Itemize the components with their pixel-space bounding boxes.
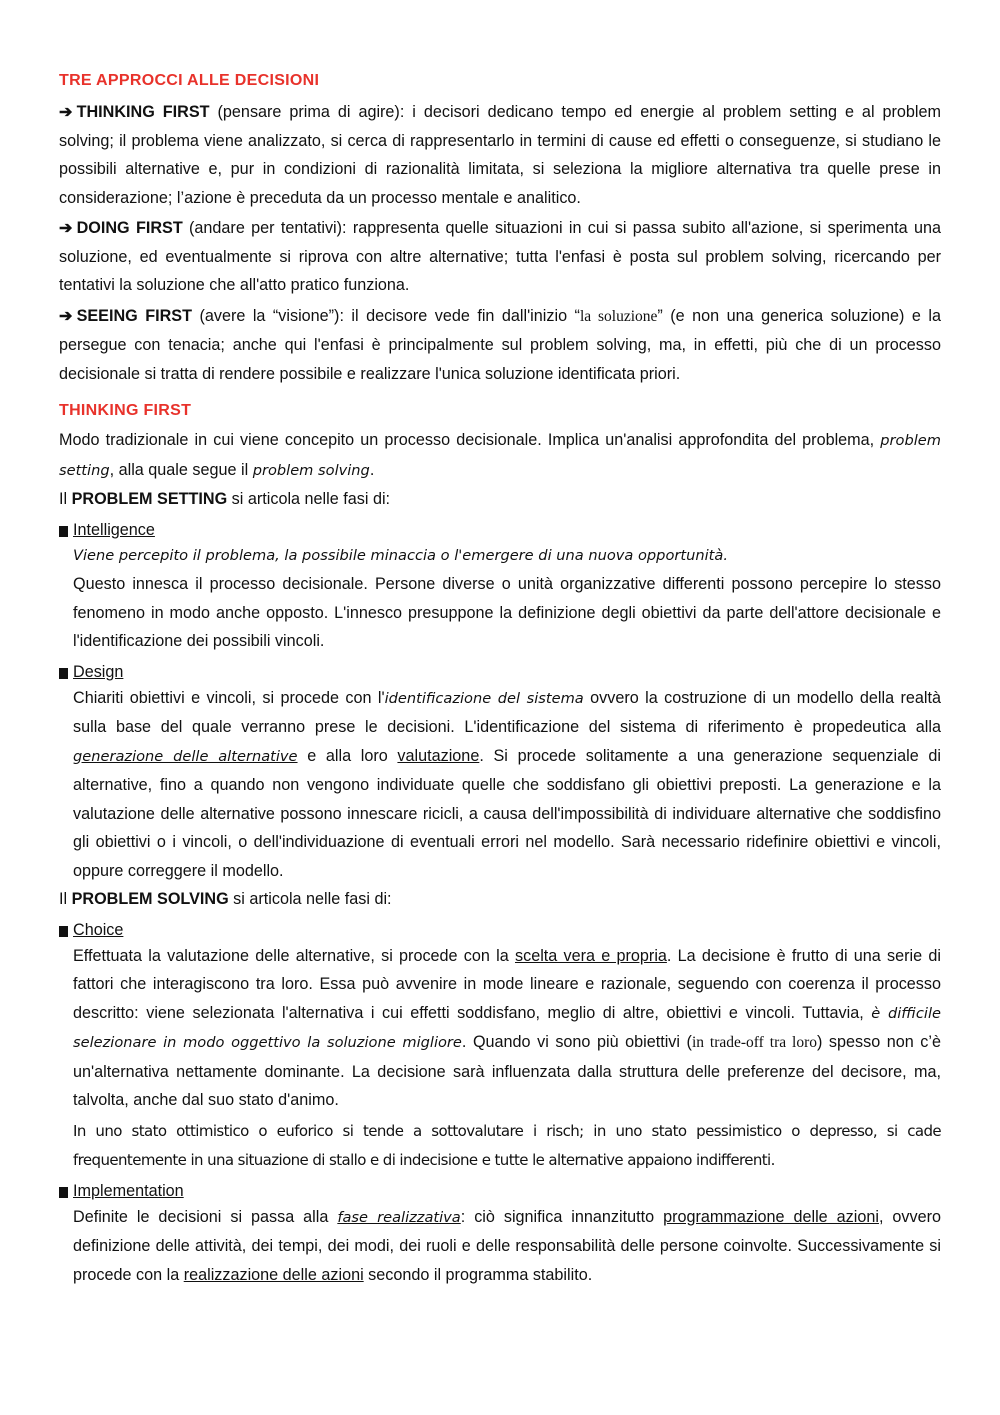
document-page <box>59 70 941 1289</box>
arrow-icon: ➔ <box>59 219 73 237</box>
section-title-thinking-first: THINKING FIRST <box>59 402 192 419</box>
paragraph-seeing-first: ➔ SEEING FIRST (avere la “visione”): il decisore vede fin dall'inizio “la soluzione” (e non una generica soluzione) e la persegue con tenacia; anche qui l'enfasi è principalmente sul problem solving, ma, in effetti, più che di un processo decisionale si tratta di rendere possibile e realizzare l'unica soluzione identificata priori. <box>59 306 941 383</box>
phase-implementation-body <box>59 1203 941 1290</box>
phase-name-design: Design <box>73 662 124 681</box>
arrow-icon: ➔ <box>59 103 73 121</box>
paragraph-thinking-first: ➔ THINKING FIRST (pensare prima di agire): i decisori dedicano tempo ed energie al problem setting e al problem solving; il problema viene analizzato, si cerca di rappresentarlo in termini di cause ed effetti o conseguenze, si studiano le possibili alternative e, pur in condizioni di razionalità limitata, si seleziona la migliore alternativa tra quelle prese in considerazione; l’azione è preceduta da un processo mentale e analitico. <box>59 103 941 207</box>
choice-mood-note: In uno stato ottimistico o euforico si tende a sottovalutare i risch; in uno stato pessimistico o depresso, si cade frequentemente in una situazione di stallo e di indecisione e tutte le alternative appaiono indifferenti. <box>73 1121 941 1169</box>
choice-text: Effettuata la valutazione delle alternative, si procede con la scelta vera e propria. La decisione è frutto di una serie di fattori che interagiscono tra loro. Essa può avvenire in mode lineare e razionale, seguendo con coerenza il processo descritto: viene selezionata l'alternativa i cui effetti soddisfano, meglio di altre, obiettivi e vincoli. Tuttavia, è difficile selezionare in modo oggettivo la soluzione migliore. Quando vi sono più obiettivi (in trade-off tra loro) spesso non c’è un'alternativa nettamente dominante. La decisione sarà influenzata dalla struttura delle preferenze del decisore, ma, talvolta, anche dal suo stato d'animo. <box>73 946 941 1109</box>
problem-solving-heading: Il PROBLEM SOLVING si articola nelle fasi di: <box>59 890 392 908</box>
intelligence-italic-note: Viene percepito il problema, la possibile minaccia o l'emergere di una nuova opportunità. <box>73 546 728 564</box>
design-text: Chiariti obiettivi e vincoli, si procede con l'identificazione del sistema ovvero la costruzione di un modello della realtà sulla base del quale verranno prese le decisioni. L'identificazione del sistema di riferimento è propedeutica alla generazione delle alternative e alla loro valutazione. Si procede solitamente a una generazione sequenziale di alternative, fino a quando non vengono individuate quelle che soddisfano gli obiettivi preposti. La generazione e la valutazione delle alternative possono innescare ricicli, a causa dell'impossibilità di individuare alternative che soddisfino gli obiettivi o i vincoli, o dell'individuazione di eventuali errori nel modello. Sarà necessario ridefinire obiettivi e vincoli, oppure correggere il modello. <box>73 688 941 880</box>
phase-intelligence-body <box>59 542 941 656</box>
section-title-approaches: TRE APPROCCI ALLE DECISIONI <box>59 72 320 89</box>
term-doing-first: DOING FIRST <box>76 219 183 237</box>
phase-implementation <box>59 1179 941 1203</box>
phase-intelligence <box>59 518 941 542</box>
term-thinking-first: THINKING FIRST <box>76 103 210 121</box>
term-seeing-first: SEEING FIRST <box>76 306 192 325</box>
square-bullet-icon <box>59 668 68 679</box>
square-bullet-icon <box>59 1187 68 1198</box>
phase-name-implementation: Implementation <box>73 1181 184 1200</box>
intelligence-text: Questo innesca il processo decisionale. Persone diverse o unità organizzative differenti possono percepire lo stesso fenomeno in modo anche opposto. L'innesco presuppone la definizione degli obiettivi da parte dell'attore decisionale e l'identificazione dei possibili vincoli. <box>73 575 941 650</box>
phase-choice <box>59 918 941 942</box>
implementation-text: Definite le decisioni si passa alla fase realizzativa: ciò significa innanzitutto programmazione delle azioni, ovvero definizione delle attività, dei tempi, dei modi, dei ruoli e delle responsabilità delle persone coinvolte. Successivamente si procede con la realizzazione delle azioni secondo il programma stabilito. <box>73 1207 941 1284</box>
square-bullet-icon <box>59 926 68 937</box>
paragraph-intro: Modo tradizionale in cui viene concepito un processo decisionale. Implica un'analisi approfondita del problema, problem setting, alla quale segue il problem solving. <box>59 431 941 479</box>
square-bullet-icon <box>59 526 68 537</box>
paragraph-doing-first: ➔ DOING FIRST (andare per tentativi): rappresenta quelle situazioni in cui si passa subito all'azione, si sperimenta una soluzione, ed eventualmente si riprova con altre alternative; tutta l'enfasi è posta sul problem solving, ricercando per tentativi la soluzione che all'atto pratico funziona. <box>59 219 941 294</box>
phase-name-choice: Choice <box>73 920 124 939</box>
arrow-icon: ➔ <box>59 306 73 325</box>
problem-setting-heading: Il PROBLEM SETTING si articola nelle fasi di: <box>59 490 391 508</box>
phase-choice-body <box>59 942 941 1175</box>
phase-design <box>59 660 941 684</box>
phase-design-body <box>59 684 941 886</box>
phase-name-intelligence: Intelligence <box>73 520 155 539</box>
